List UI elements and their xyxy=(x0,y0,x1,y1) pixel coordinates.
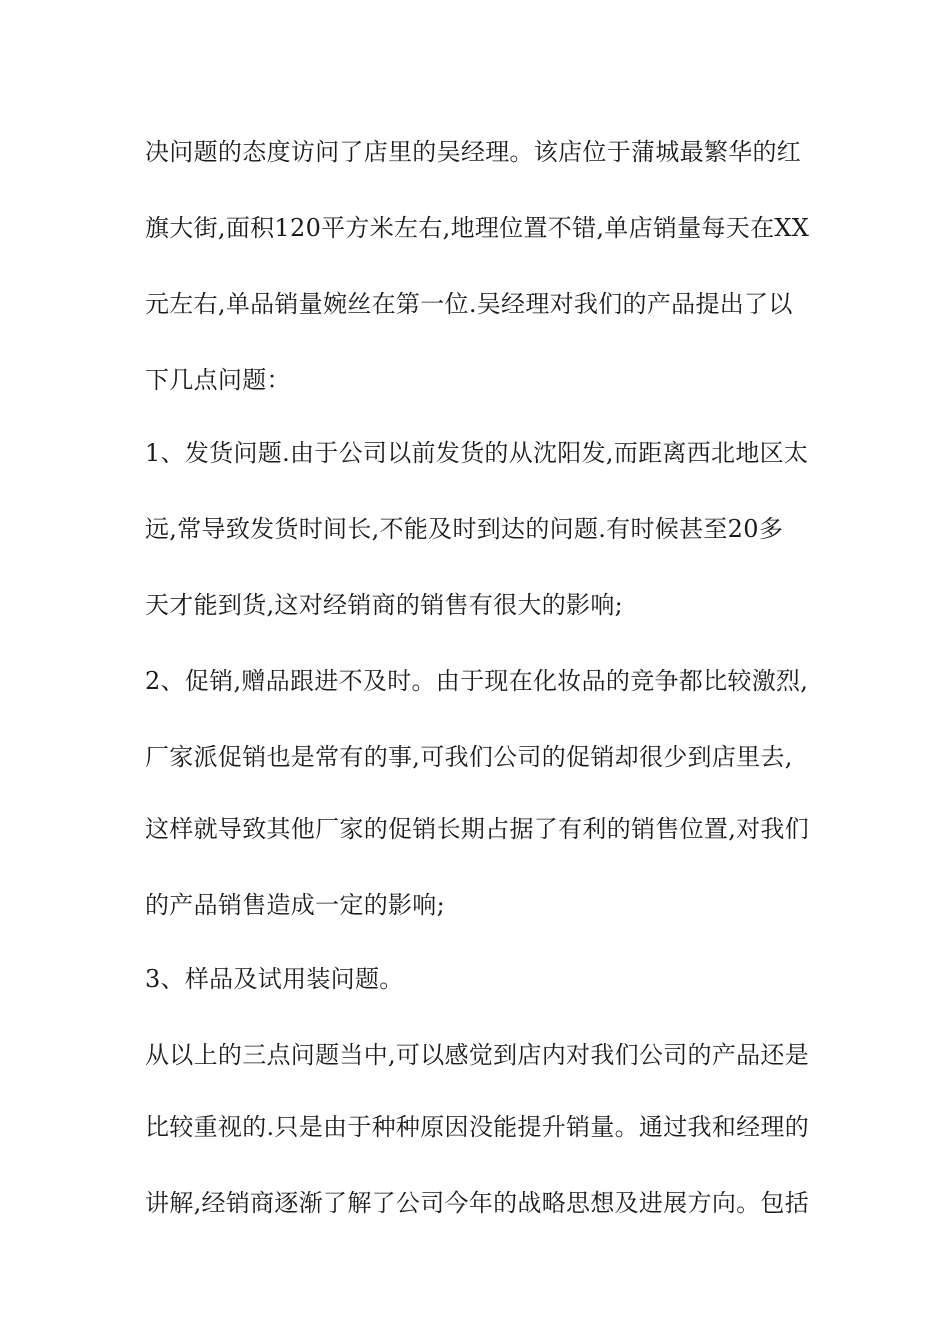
text-line: 从以上的三点问题当中,可以感觉到店内对我们公司的产品还是 xyxy=(145,1041,810,1069)
text-line: 1、发货问题.由于公司以前发货的从沈阳发,而距离西北地区太 xyxy=(145,439,809,467)
text-line: 比较重视的.只是由于种种原因没能提升销量。通过我和经理的 xyxy=(145,1113,810,1141)
text-line: 这样就导致其他厂家的促销长期占据了有利的销售位置,对我们 xyxy=(145,815,810,843)
text-line: 的产品销售造成一定的影响; xyxy=(145,891,445,919)
text-line: 厂家派促销也是常有的事,可我们公司的促销却很少到店里去, xyxy=(145,743,793,771)
text-line: 旗大街,面积120平方米左右,地理位置不错,单店销量每天在XX xyxy=(145,214,810,242)
text-line: 讲解,经销商逐渐了解了公司今年的战略思想及进展方向。包括 xyxy=(145,1189,810,1217)
text-line: 决问题的态度访问了店里的吴经理。该店位于蒲城最繁华的红 xyxy=(145,138,802,166)
text-line: 天才能到货,这对经销商的销售有很大的影响; xyxy=(145,591,624,619)
text-line: 元左右,单品销量婉丝在第一位.吴经理对我们的产品提出了以 xyxy=(145,290,793,318)
text-line: 2、促销,赠品跟进不及时。由于现在化妆品的竞争都比较激烈, xyxy=(145,667,809,695)
text-line: 下几点问题： xyxy=(145,366,291,394)
text-line: 远,常导致发货时间长,不能及时到达的问题.有时候甚至20多 xyxy=(145,515,784,543)
text-line: 3、样品及试用装问题。 xyxy=(145,965,404,993)
